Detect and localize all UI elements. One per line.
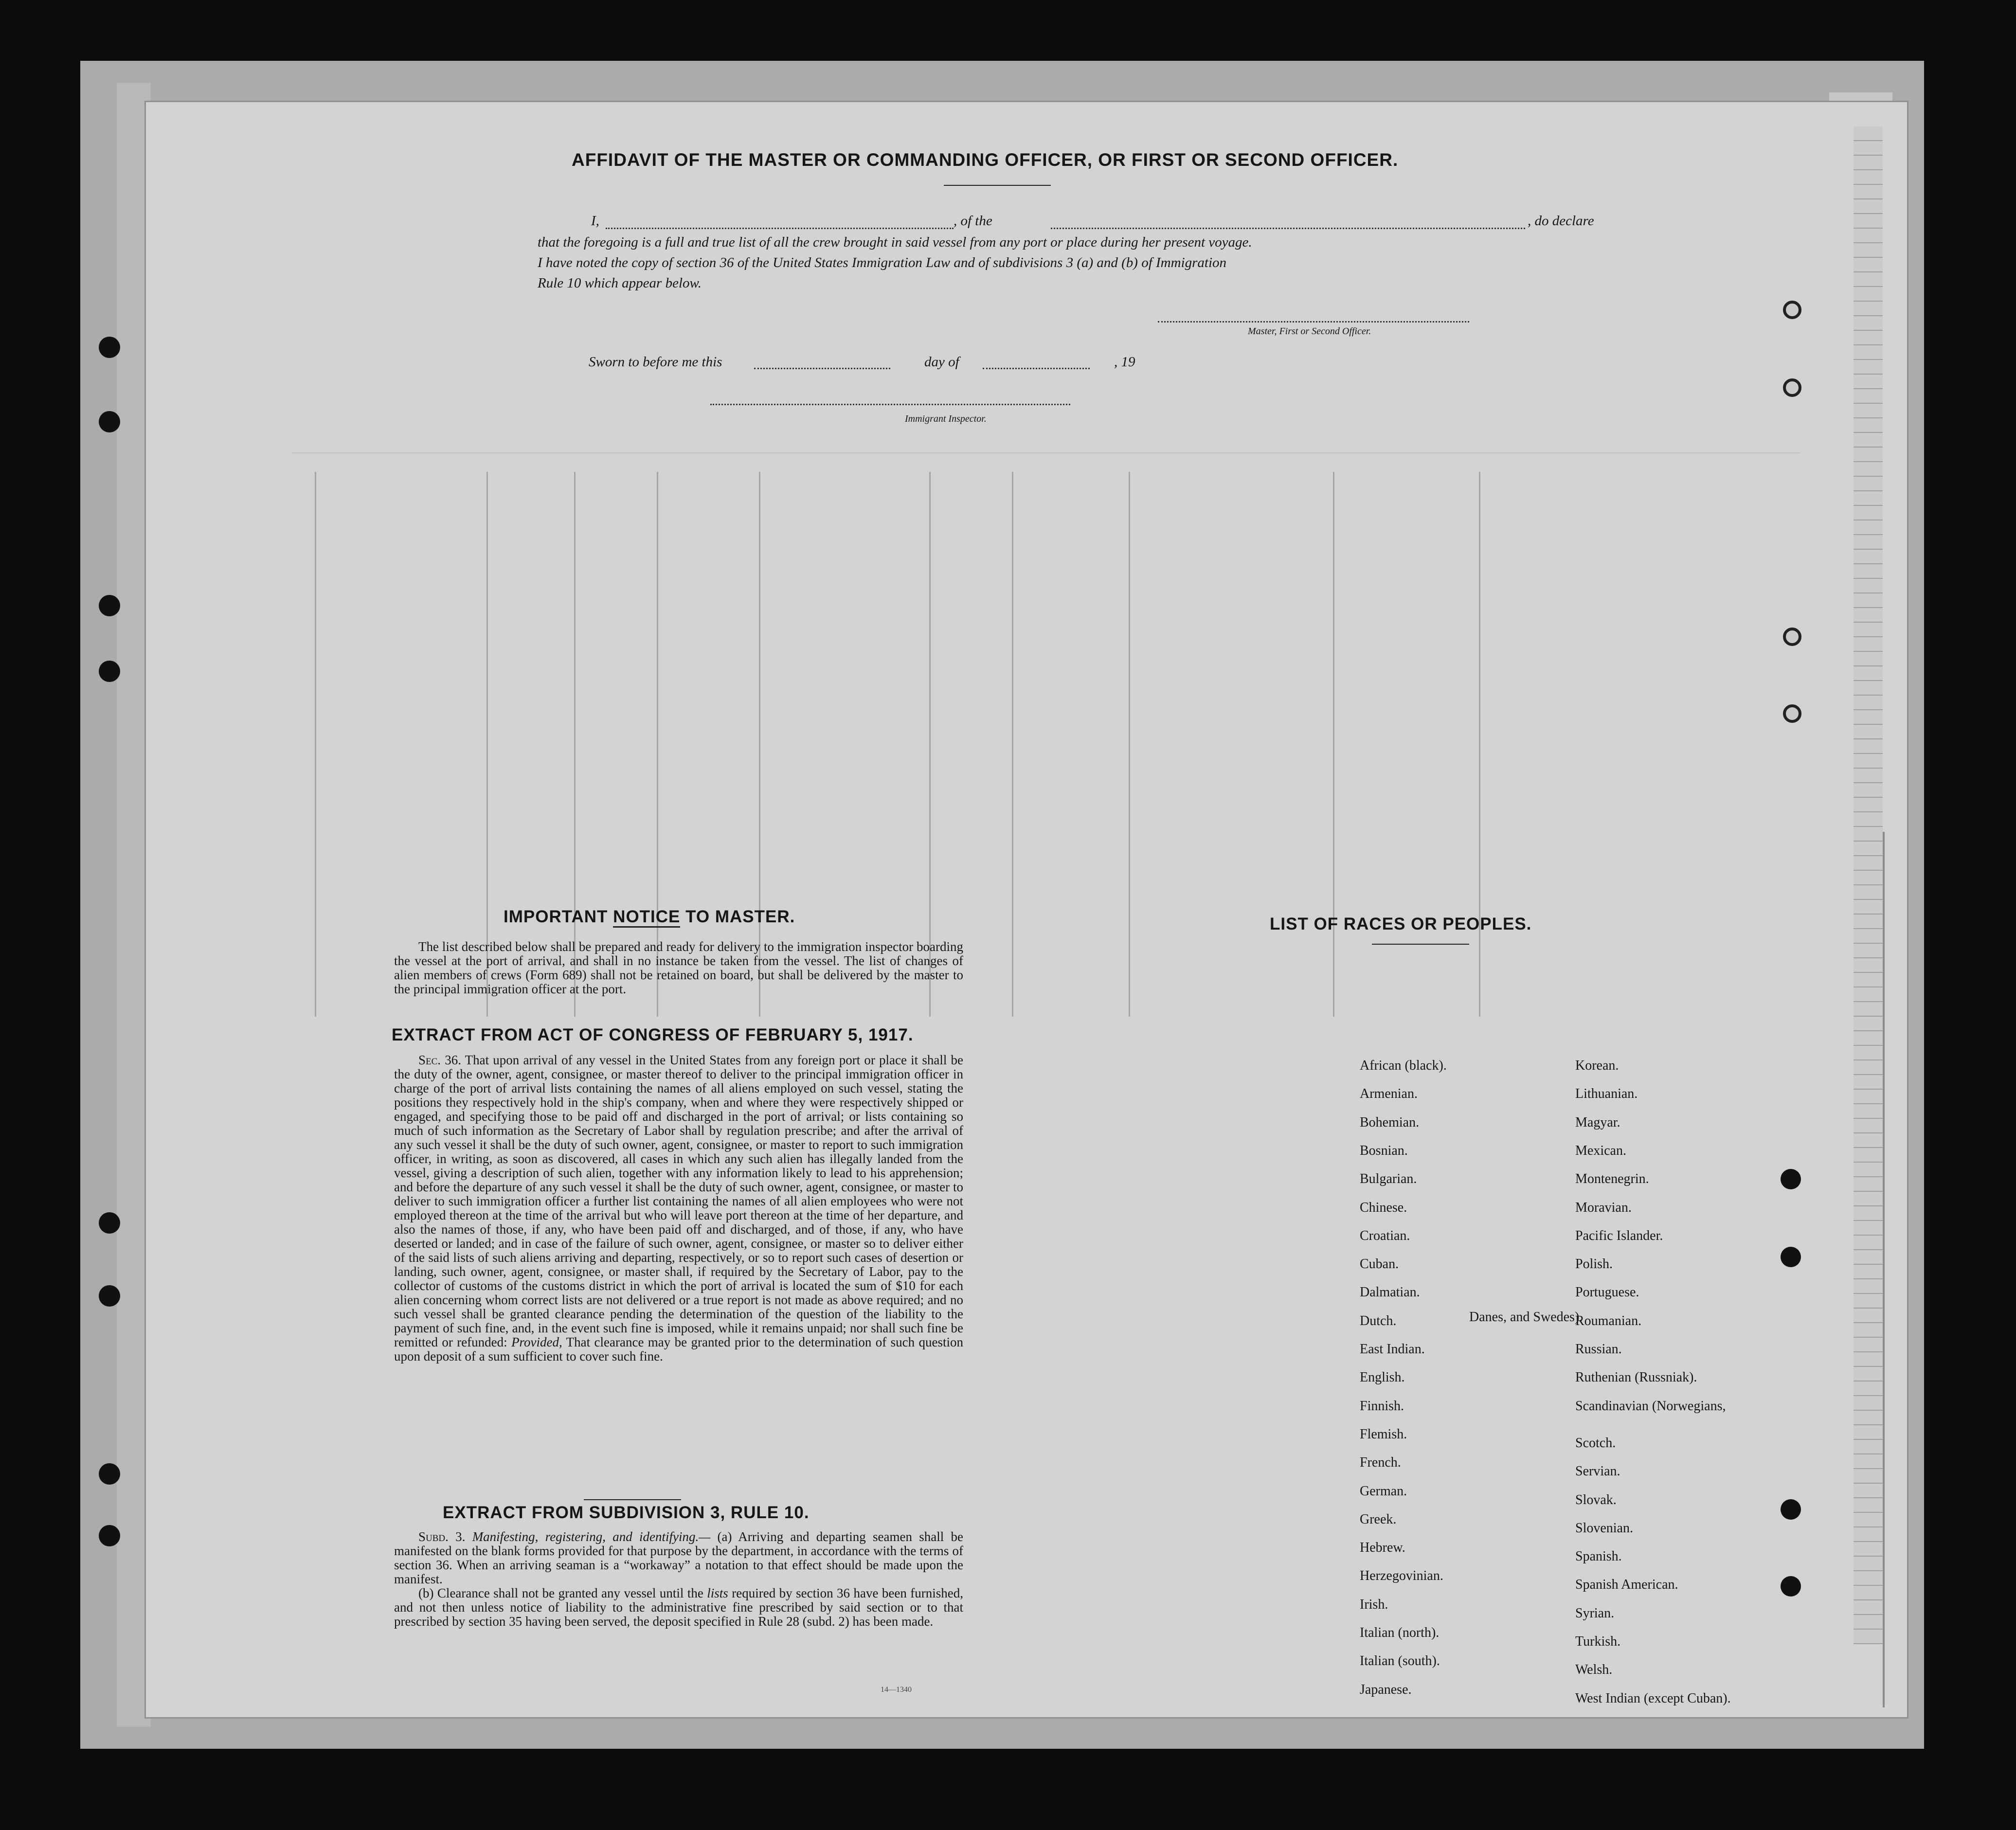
affidavit-of-the: , of the xyxy=(954,213,992,229)
bleed-column-line xyxy=(759,472,760,1017)
master-signature-blank xyxy=(1158,321,1469,323)
punch-hole xyxy=(99,661,120,682)
section-36-text: That upon arrival of any vessel in the United States from any foreign port or place it shall be the duty of the owner, agent, consignee, or master thereof to deliver to the principal immigration officer in charge of the port of arrival lists containing the names of all aliens employed on such vessel, stating the positions they respectively hold in the ship's company, when and where they were respectively shipped or engaged, and specifying those to be paid off and discharged in the port of arrival; or lists containing so much of such information as the Secretary of Labor shall by regulation prescribe; and after the arrival of any such vessel it shall be the duty of such owner, agent, consignee, or master to report to such immigration officer, in writing, as soon as discovered, all cases in which any such alien has illegally landed from the vessel, giving a description of such alien, together with any information likely to lead to his apprehension; and before the departure of any such vessel it shall be the duty of such owner, agent, consignee, or master to deliver to such immigration officer a further list containing the names of all alien employees who were not employed thereon at the time of the arrival but who will leave port thereon at the time of her departure, and also the names of those, if any, who have been paid off and discharged, and of those, if any, who have deserted or landed; and in case of the failure of such owner, agent, consignee, or master so to deliver either of the said lists of such aliens arriving and departing, respectively, or so to report such cases of desertion or landing, such owner, agent, consignee, or master shall, if required by the Secretary of Labor, pay to the collector of customs of the customs district in which the port of arrival is located the sum of $10 for each alien concerning whom correct lists are not delivered or a true report is not made as above required; and no such vessel shall be granted clearance pending the determination of the question of the liability to the payment of such fine, and, in the event such fine is imposed, while it remains unpaid; nor shall such fine be remitted or refunded: xyxy=(394,1053,963,1349)
punch-hole xyxy=(1781,1576,1801,1597)
race-entry: Slovak. xyxy=(1575,1492,1617,1507)
bleed-column-line xyxy=(929,472,931,1017)
sworn-label: Sworn to before me this xyxy=(589,354,722,370)
race-entry: French. xyxy=(1360,1455,1401,1471)
affidavit-title: AFFIDAVIT OF THE MASTER OR COMMANDING OFFICER, OR FIRST OR SECOND OFFICER. xyxy=(572,150,1399,170)
affidavit-title-rule xyxy=(944,185,1051,186)
race-entry: Greek. xyxy=(1360,1511,1397,1527)
punch-hole xyxy=(1781,1169,1801,1189)
subdivision-b-text-end: required by section 36 have been furnished, and not then unless notice of liability to the administrative fine prescribed by said section or to that prescribed by section 35 having been served, the deposit specified in Rule 28 (subd. 2) has been made. xyxy=(394,1586,964,1629)
section-label: Sec. 36. xyxy=(418,1053,461,1067)
punch-hole xyxy=(99,595,120,616)
race-entry: Magyar. xyxy=(1575,1114,1620,1130)
race-entry: Ruthenian (Russniak). xyxy=(1575,1370,1697,1385)
race-entry: Italian (north). xyxy=(1360,1625,1440,1640)
race-entry: Welsh. xyxy=(1575,1662,1613,1678)
year-label: , 19 xyxy=(1114,354,1135,370)
race-entry: Syrian. xyxy=(1575,1605,1615,1621)
notice-title-suffix: TO MASTER. xyxy=(685,907,795,926)
race-entry: Portuguese. xyxy=(1575,1285,1639,1300)
subdivision-a-text: (a) Arriving and departing seamen shall be manifested on the blank forms provided for that purpose by the department, in accordance with the terms of section 36. When an arriving seaman is a “workaway” a notation to that effect should be made upon the manifest. xyxy=(394,1529,964,1586)
rule-extract-body xyxy=(394,1530,963,1629)
affidavit-line-3: Rule 10 which appear below. xyxy=(538,275,702,291)
race-entry: Scotch. xyxy=(1575,1435,1616,1451)
punch-ring xyxy=(1783,378,1801,397)
sworn-month-blank xyxy=(983,368,1090,369)
race-entry: Dalmatian. xyxy=(1360,1285,1420,1300)
rule-extract-top-rule xyxy=(584,1499,681,1500)
race-entry: German. xyxy=(1360,1483,1407,1499)
bleed-column-line xyxy=(486,472,488,1017)
subdivision-a xyxy=(394,1530,963,1586)
act-extract-body xyxy=(394,1053,963,1364)
inspector-signature-blank xyxy=(710,404,1070,405)
inspector-signature-label: Immigrant Inspector. xyxy=(905,413,987,424)
punch-hole xyxy=(99,1212,120,1234)
page-edge-shadow xyxy=(1883,832,1885,1707)
act-extract-title: EXTRACT FROM ACT OF CONGRESS OF FEBRUARY 5, 1917. xyxy=(392,1025,914,1044)
race-entry: Moravian. xyxy=(1575,1200,1632,1215)
race-entry: Scandinavian (Norwegians, xyxy=(1575,1398,1726,1414)
bleed-column-line xyxy=(574,472,576,1017)
bleed-column-line xyxy=(1012,472,1013,1017)
race-entry: African (black). xyxy=(1360,1058,1447,1073)
underlying-grid-strip xyxy=(1854,126,1883,1644)
races-title-rule xyxy=(1372,944,1469,945)
race-entry: Chinese. xyxy=(1360,1200,1407,1215)
race-entry: Russian. xyxy=(1575,1342,1622,1357)
race-entry: Bulgarian. xyxy=(1360,1171,1417,1187)
race-entry: Slovenian. xyxy=(1575,1520,1633,1536)
notice-title-prefix: IMPORTANT xyxy=(504,907,608,926)
race-entry: Flemish. xyxy=(1360,1426,1407,1442)
race-entry: Dutch. xyxy=(1360,1313,1397,1328)
punch-hole xyxy=(1781,1499,1801,1520)
race-entry: English. xyxy=(1360,1370,1405,1385)
race-entry: Roumanian. xyxy=(1575,1313,1642,1328)
subdivision-b xyxy=(394,1586,963,1629)
bleed-column-line xyxy=(315,472,316,1017)
punch-hole xyxy=(99,1463,120,1485)
race-entry: Pacific Islander. xyxy=(1575,1228,1663,1243)
bleed-column-line xyxy=(657,472,658,1017)
race-entry: Armenian. xyxy=(1360,1086,1418,1102)
race-entry: Herzegovinian. xyxy=(1360,1568,1443,1584)
race-entry: Servian. xyxy=(1575,1464,1620,1479)
race-entry: Bosnian. xyxy=(1360,1143,1408,1158)
manifest-page xyxy=(146,102,1907,1717)
provided-label: Provided, xyxy=(511,1335,562,1349)
race-entry: Montenegrin. xyxy=(1575,1171,1649,1187)
vessel-blank xyxy=(1051,228,1525,229)
subdivision-b-lists: lists xyxy=(707,1586,728,1600)
punch-ring xyxy=(1783,704,1801,723)
race-entry: Bohemian. xyxy=(1360,1114,1420,1130)
race-entry: Spanish American. xyxy=(1575,1577,1678,1593)
race-entry: East Indian. xyxy=(1360,1342,1425,1357)
notice-body: The list described below shall be prepared and ready for delivery to the immigration inspector boarding the vessel at the port of arrival, and shall in no instance be taken from the vessel. The list of changes of alien members of crews (Form 689) shall not be retained on board, but shall be delivered by the master to the principal immigration officer at the port. xyxy=(394,939,963,996)
punch-hole xyxy=(99,411,120,432)
race-continuation: Danes, and Swedes). xyxy=(1469,1310,1583,1325)
race-entry: Irish. xyxy=(1360,1597,1388,1612)
race-entry: West Indian (except Cuban). xyxy=(1575,1690,1731,1706)
affidavit-i-label: I, xyxy=(591,213,599,229)
race-entry: Italian (south). xyxy=(1360,1653,1440,1669)
race-entry: Turkish. xyxy=(1575,1634,1621,1649)
bleed-grid-line xyxy=(292,452,1800,453)
day-of-label: day of xyxy=(924,354,959,370)
punch-hole xyxy=(1781,1247,1801,1267)
affidavit-line-2: I have noted the copy of section 36 of the United States Immigration Law and of subdivisions 3 (a) and (b) of Immigration xyxy=(538,255,1227,270)
notice-title xyxy=(504,907,795,927)
bleed-column-line xyxy=(1479,472,1480,1017)
subdivision-heading: Manifesting, registering, and identifying.— xyxy=(472,1529,711,1544)
name-blank xyxy=(606,228,954,229)
race-entry: Croatian. xyxy=(1360,1228,1410,1243)
punch-hole xyxy=(99,337,120,358)
subdivision-b-text-start: (b) Clearance shall not be granted any vessel until the xyxy=(418,1586,703,1600)
punch-hole xyxy=(99,1285,120,1307)
master-signature-label: Master, First or Second Officer. xyxy=(1248,326,1371,337)
race-entry: Polish. xyxy=(1575,1256,1613,1272)
race-entry: Spanish. xyxy=(1575,1549,1622,1564)
race-entry: Finnish. xyxy=(1360,1398,1404,1414)
race-entry: Korean. xyxy=(1575,1058,1619,1073)
race-entry: Hebrew. xyxy=(1360,1540,1405,1556)
race-entry: Lithuanian. xyxy=(1575,1086,1638,1102)
punch-hole xyxy=(99,1525,120,1546)
race-entry: Cuban. xyxy=(1360,1256,1399,1272)
affidavit-line-1: that the foregoing is a full and true list of all the crew brought in said vessel from any port or place during her present voyage. xyxy=(538,234,1252,250)
section-36-text-end: That clearance may be granted prior to the determination of such question upon deposit of a sum sufficient to cover such fine. xyxy=(394,1335,964,1364)
races-title: LIST OF RACES OR PEOPLES. xyxy=(1270,915,1532,933)
notice-title-notice: NOTICE xyxy=(613,907,680,928)
punch-ring xyxy=(1783,301,1801,319)
sworn-day-blank xyxy=(754,368,890,369)
race-entry: Mexican. xyxy=(1575,1143,1626,1158)
race-entry: Japanese. xyxy=(1360,1682,1412,1697)
affidavit-do-declare: , do declare xyxy=(1528,213,1594,229)
bleed-column-line xyxy=(1333,472,1334,1017)
form-number: 14—1340 xyxy=(881,1686,912,1694)
bleed-column-line xyxy=(1129,472,1130,1017)
rule-extract-title: EXTRACT FROM SUBDIVISION 3, RULE 10. xyxy=(443,1503,810,1522)
subdivision-label: Subd. 3. xyxy=(418,1529,466,1544)
punch-ring xyxy=(1783,628,1801,646)
